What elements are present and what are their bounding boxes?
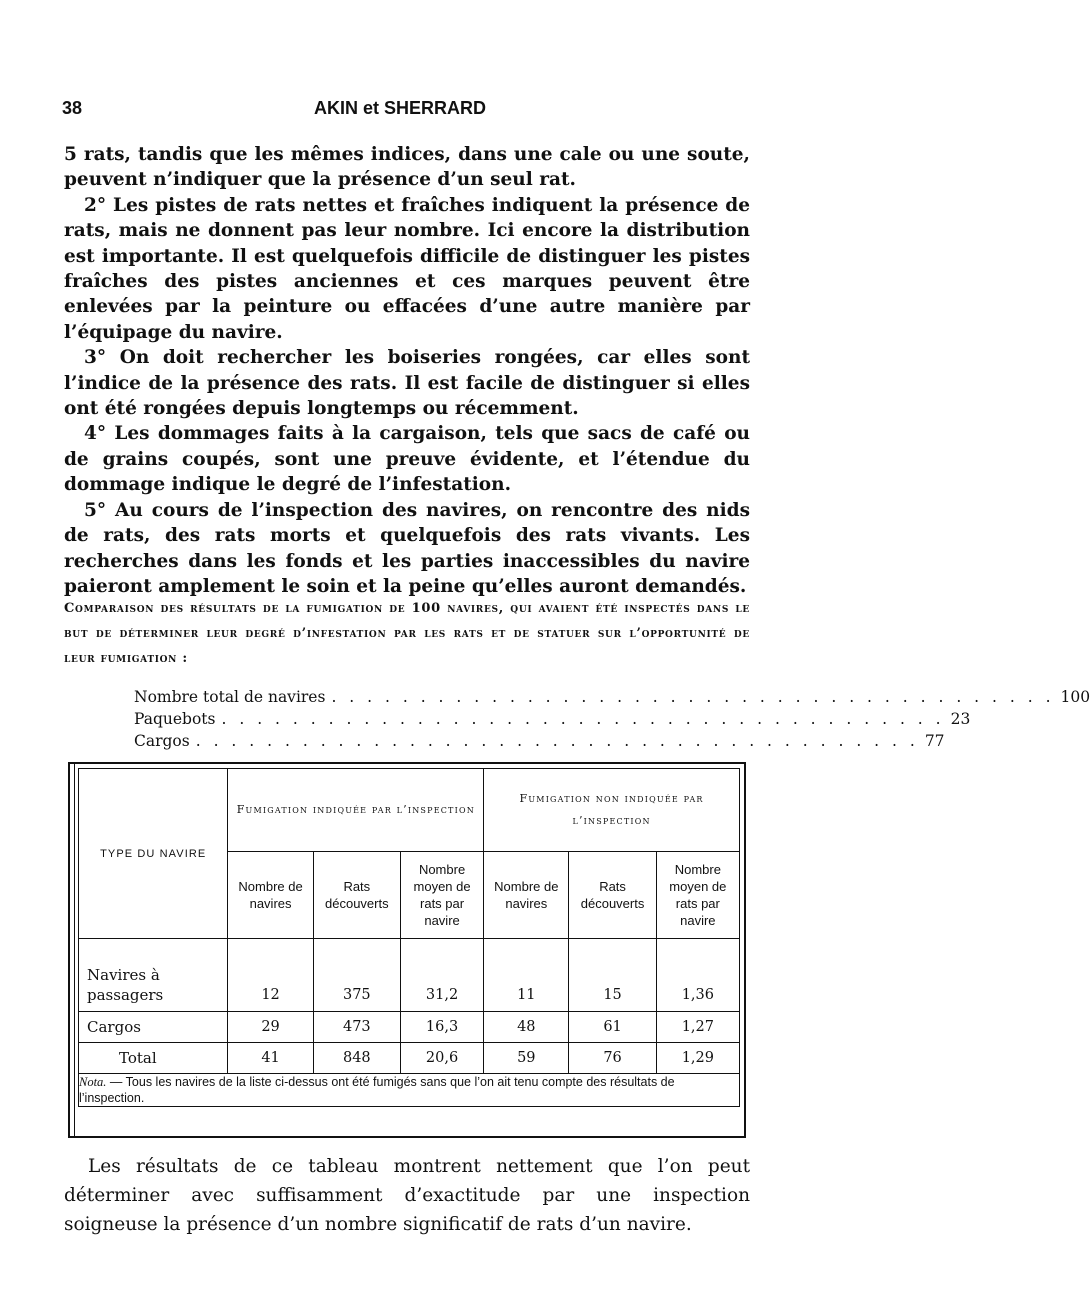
column-header: Rats découverts <box>569 852 656 939</box>
table-row <box>79 1043 740 1074</box>
column-header: Nombre moyen de rats par navire <box>656 852 739 939</box>
table-row <box>79 1012 740 1043</box>
table-note <box>79 1074 740 1107</box>
summary-label: Paquebots <box>134 710 216 728</box>
summary-row <box>134 730 945 752</box>
cell: 473 <box>313 1012 400 1043</box>
cell: 31,2 <box>400 939 483 1012</box>
table-caption: Comparaison des résultats de la fumigation de 100 navires, qui avaient été inspectés dans le but de déterminer leur degré d’infestation par les rats et de statuer sur l’opportunité de leur fumigation : <box>64 601 750 666</box>
cell: 41 <box>228 1043 313 1074</box>
results-table-frame <box>68 762 746 1138</box>
cell: 16,3 <box>400 1012 483 1043</box>
cell: 1,36 <box>656 939 739 1012</box>
cell: 12 <box>228 939 313 1012</box>
column-header: Nombre moyen de rats par navire <box>400 852 483 939</box>
results-table <box>78 768 740 1107</box>
cell: 76 <box>569 1043 656 1074</box>
summary-list <box>134 686 1090 752</box>
cell: 11 <box>484 939 569 1012</box>
summary-label: Nombre total de navires <box>134 688 326 706</box>
paragraph: 4° Les dommages faits à la cargaison, tels que sacs de café ou de grains coupés, sont une preuve évidente, et l’étendue du dommage indique le degré de l’infestation. <box>64 423 750 496</box>
page-header <box>62 98 738 124</box>
cell: 1,27 <box>656 1012 739 1043</box>
note-row <box>79 1074 740 1107</box>
paragraph: 3° On doit rechercher les boiseries rongées, car elles sont l’indice de la présence des rats. Il est facile de distinguer si elles ont été rongées depuis longtemps ou récemment. <box>64 347 750 420</box>
cell: 29 <box>228 1012 313 1043</box>
summary-label: Cargos <box>134 732 190 750</box>
summary-row <box>134 708 971 730</box>
column-header: Rats découverts <box>313 852 400 939</box>
leader-dots: . . . . . . . . . . . . . . . . . . . . . . . . . . . . . . . . . . . . . . . . . <box>195 732 919 750</box>
paragraph: 5° Au cours de l’inspection des navires, on rencontre des nids de rats, des rats morts et quelquefois des rats vivants. Les recherches dans les fonds et les parties inaccessibles du navire paieront amplement le soin et la peine qu’elles auront demandés. <box>64 499 750 597</box>
cell: 61 <box>569 1012 656 1043</box>
paragraph: 2° Les pistes de rats nettes et fraîches indiquent la présence de rats, mais ne donnent pas leur nombre. Ici encore la distribution est importante. Il est quelquefois difficile de distinguer les pistes fraîches des pistes anciennes et ces marques peuvent être enlevées par la peinture ou effacées d’une autre manière par l’équipage du navire. <box>64 194 750 343</box>
summary-value: 100 <box>1060 688 1090 706</box>
summary-value: 23 <box>950 710 971 728</box>
cell: 848 <box>313 1043 400 1074</box>
group-header-not-indicated: Fumigation non indiquée par l’inspection <box>484 769 740 852</box>
leader-dots: . . . . . . . . . . . . . . . . . . . . . . . . . . . . . . . . . . . . . . . . . <box>221 710 945 728</box>
closing-paragraph: Les résultats de ce tableau montrent nettement que l’on peut déterminer avec suffisamment d’exactitude par une inspection soigneuse la présence d’un nombre significatif de rats d’un navire. <box>64 1156 750 1235</box>
frame-rule <box>74 764 75 1136</box>
type-header: TYPE DU NAVIRE <box>79 769 228 939</box>
cell: 59 <box>484 1043 569 1074</box>
row-label: Cargos <box>79 1012 228 1043</box>
paragraph: 5 rats, tandis que les mêmes indices, dans une cale ou une soute, peuvent n’indiquer que la présence d’un seul rat. <box>64 144 750 191</box>
cell: 15 <box>569 939 656 1012</box>
cell: 1,29 <box>656 1043 739 1074</box>
running-head: AKIN et SHERRARD <box>313 98 486 118</box>
row-label: Total <box>79 1043 228 1074</box>
note-label: Nota. <box>79 1075 107 1089</box>
cell: 20,6 <box>400 1043 483 1074</box>
cell: 375 <box>313 939 400 1012</box>
leader-dots: . . . . . . . . . . . . . . . . . . . . . . . . . . . . . . . . . . . . . . . . . <box>331 688 1055 706</box>
column-header: Nombre de navires <box>484 852 569 939</box>
page-number: 38 <box>62 98 83 118</box>
body-text <box>64 142 750 599</box>
cell: 48 <box>484 1012 569 1043</box>
column-header: Nombre de navires <box>228 852 313 939</box>
table-row <box>79 939 740 1012</box>
summary-value: 77 <box>924 732 945 750</box>
row-label: Navires à passagers <box>79 939 228 1012</box>
group-header-indicated: Fumigation indiquée par l’inspection <box>228 769 484 852</box>
note-text: — Tous les navires de la liste ci-dessus ont été fumigés sans que l’on ait tenu compte des résultats de l’inspection. <box>79 1075 675 1105</box>
summary-row <box>134 686 1090 708</box>
